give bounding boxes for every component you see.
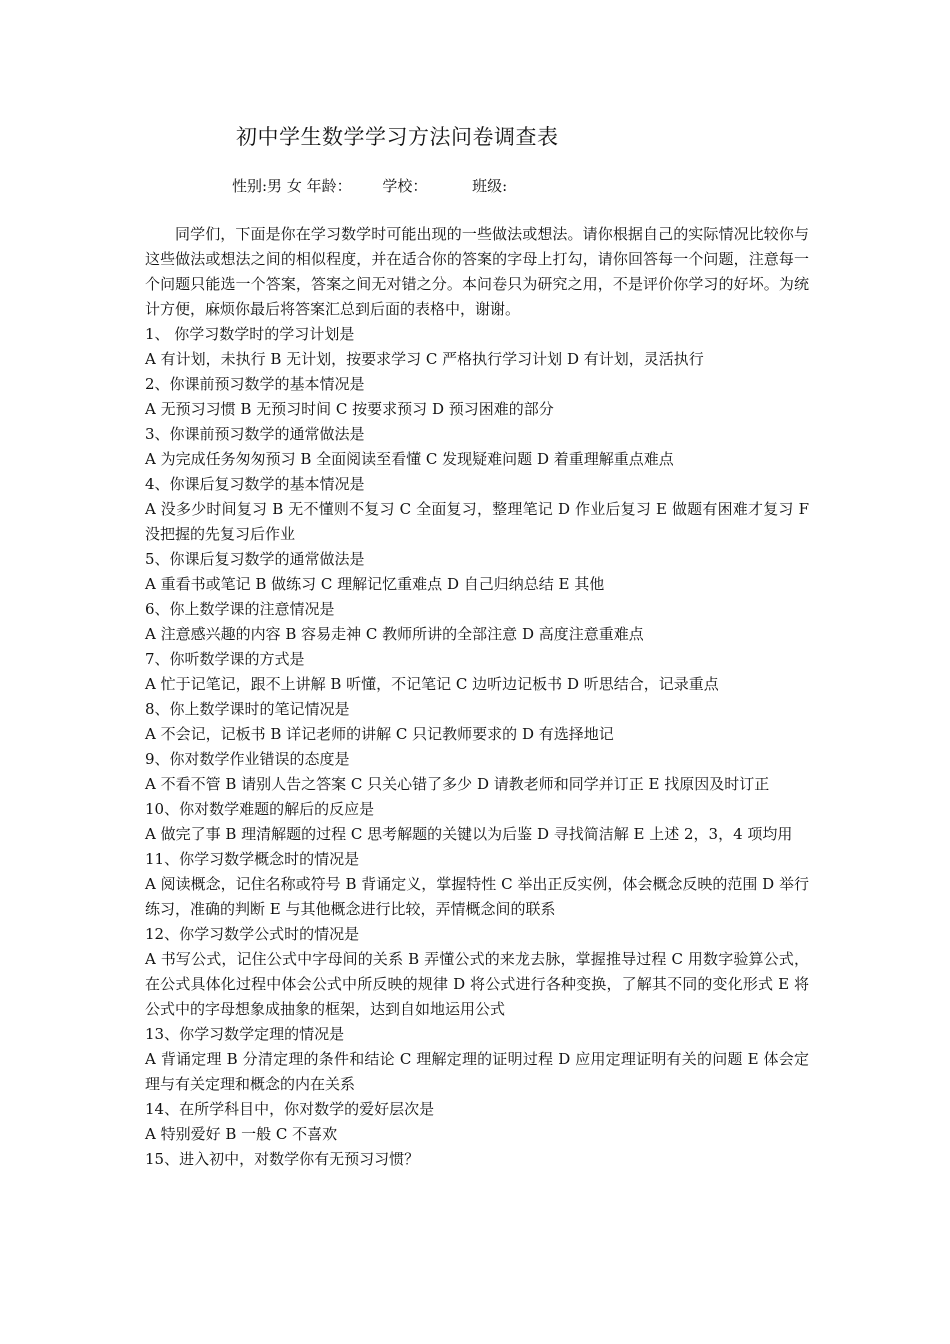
school-label: 学校：: [382, 177, 428, 195]
question-options: A 重看书或笔记 B 做练习 C 理解记忆重难点 D 自己归纳总结 E 其他: [145, 575, 605, 593]
question-item: [145, 647, 809, 697]
question-item: [145, 747, 809, 797]
question-item: [145, 797, 809, 847]
question-text: 7、你听数学课的方式是: [145, 650, 305, 668]
question-options: A 不会记，记板书 B 详记老师的讲解 C 只记教师要求的 D 有选择地记: [145, 725, 614, 743]
question-text: 3、你课前预习数学的通常做法是: [145, 425, 365, 443]
question-options: A 忙于记笔记，跟不上讲解 B 听懂，不记笔记 C 边听边记板书 D 听思结合，记录重点: [145, 675, 719, 693]
question-text: 1、 你学习数学时的学习计划是: [145, 325, 355, 343]
intro-paragraph: 同学们，下面是你在学习数学时可能出现的一些做法或想法。请你根据自己的实际情况比较你与这些做法或想法之间的相似程度，并在适合你的答案的字母上打勾，请你回答每一个问题，注意每一个问题只能选一个答案，答案之间无对错之分。本问卷只为研究之用，不是评价你学习的好坏。为统计方便，麻烦你最后将答案汇总到后面的表格中，谢谢。: [145, 225, 809, 318]
question-options: A 背诵定理 B 分清定理的条件和结论 C 理解定理的证明过程 D 应用定理证明有关的问题 E 体会定理与有关定理和概念的内在关系: [145, 1050, 809, 1093]
document-title: 初中学生数学学习方法问卷调查表: [236, 125, 559, 149]
question-text: 13、你学习数学定理的情况是: [145, 1025, 345, 1043]
question-options: A 做完了事 B 理清解题的过程 C 思考解题的关键以为后鉴 D 寻找简洁解 E 上述 2，3，4 项均用: [145, 825, 793, 843]
question-item: [145, 1147, 809, 1172]
question-item: [145, 922, 809, 1022]
question-options: A 注意感兴趣的内容 B 容易走神 C 教师所讲的全部注意 D 高度注意重难点: [145, 625, 644, 643]
question-text: 10、你对数学难题的解后的反应是: [145, 800, 375, 818]
gender-age-label: 性别:男 女 年龄：: [232, 177, 352, 195]
question-item: [145, 1097, 809, 1147]
question-item: [145, 697, 809, 747]
question-options: A 不看不管 B 请别人告之答案 C 只关心错了多少 D 请教老师和同学并订正 E 找原因及时订正: [145, 775, 770, 793]
question-text: 14、在所学科目中，你对数学的爱好层次是: [145, 1100, 435, 1118]
question-item: [145, 547, 809, 597]
question-options: A 没多少时间复习 B 无不懂则不复习 C 全面复习，整理笔记 D 作业后复习 E 做题有困难才复习 F 没把握的先复习后作业: [145, 500, 809, 543]
question-text: 15、进入初中，对数学你有无预习习惯？: [145, 1150, 420, 1168]
question-options: A 为完成任务匆匆预习 B 全面阅读至看懂 C 发现疑难问题 D 着重理解重点难点: [145, 450, 674, 468]
question-item: [145, 422, 809, 472]
question-options: A 特别爱好 B 一般 C 不喜欢: [145, 1125, 338, 1143]
respondent-info-line: [232, 176, 507, 196]
question-item: [145, 472, 809, 547]
question-text: 4、你课后复习数学的基本情况是: [145, 475, 365, 493]
question-options: A 阅读概念，记住名称或符号 B 背诵定义，掌握特性 C 举出正反实例，体会概念反映的范围 D 举行练习，准确的判断 E 与其他概念进行比较，弄情概念间的联系: [145, 875, 809, 918]
question-text: 6、你上数学课的注意情况是: [145, 600, 335, 618]
question-item: [145, 1022, 809, 1097]
question-text: 5、你课后复习数学的通常做法是: [145, 550, 365, 568]
question-text: 8、你上数学课时的笔记情况是: [145, 700, 350, 718]
question-list: [145, 322, 809, 1172]
question-item: [145, 322, 809, 372]
question-item: [145, 372, 809, 422]
question-item: [145, 847, 809, 922]
class-label: 班级:: [472, 177, 508, 195]
question-item: [145, 597, 809, 647]
question-options: A 书写公式，记住公式中字母间的关系 B 弄懂公式的来龙去脉，掌握推导过程 C 用数字验算公式，在公式具体化过程中体会公式中所反映的规律 D 将公式进行各种变换，了解其不同的变化形式 E 将公式中的字母想象成抽象的框架，达到自如地运用公式: [145, 950, 809, 1018]
question-text: 2、你课前预习数学的基本情况是: [145, 375, 365, 393]
question-text: 9、你对数学作业错误的态度是: [145, 750, 350, 768]
question-text: 12、你学习数学公式时的情况是: [145, 925, 360, 943]
questionnaire-body: [145, 222, 809, 1172]
question-options: A 有计划，未执行 B 无计划，按要求学习 C 严格执行学习计划 D 有计划，灵活执行: [145, 350, 704, 368]
question-text: 11、你学习数学概念时的情况是: [145, 850, 360, 868]
question-options: A 无预习习惯 B 无预习时间 C 按要求预习 D 预习困难的部分: [145, 400, 554, 418]
